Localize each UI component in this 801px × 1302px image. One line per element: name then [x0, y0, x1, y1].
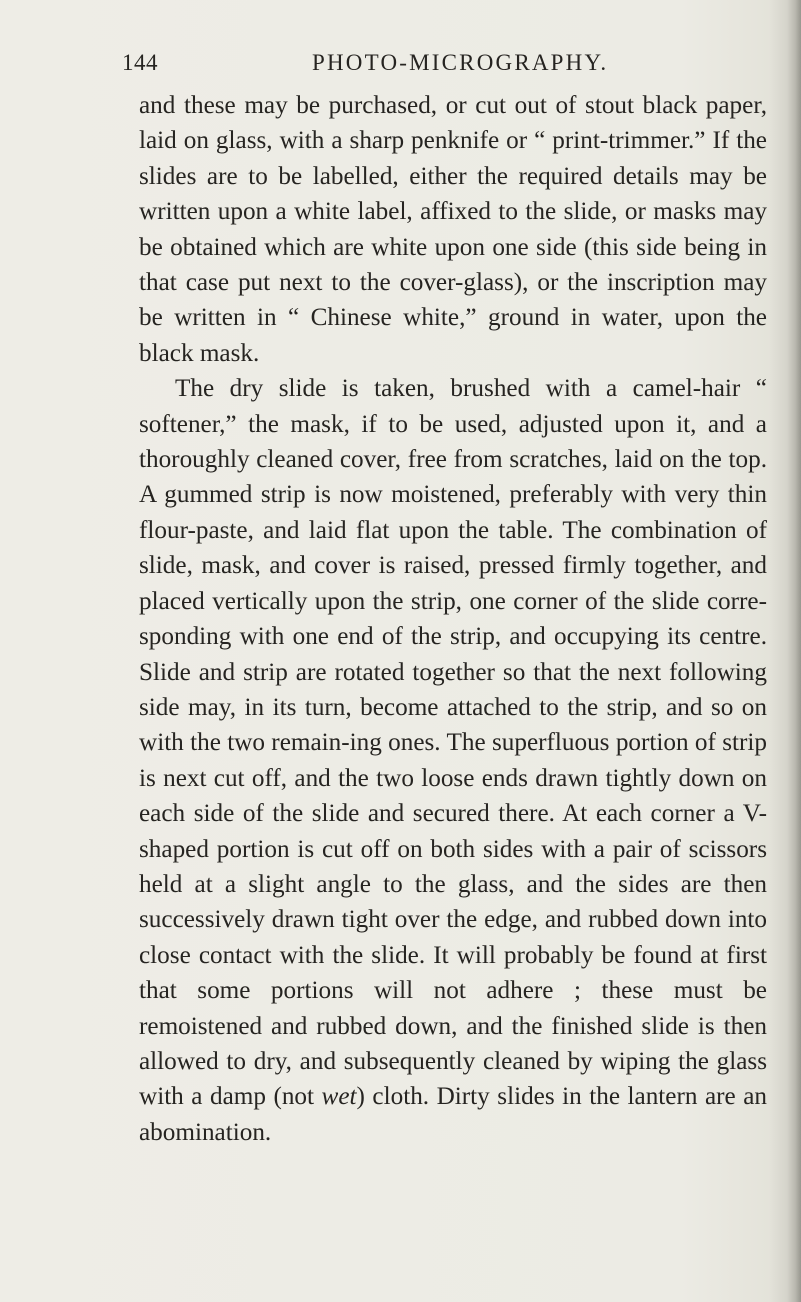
paragraph-2-closing: ) cloth. Dirty slides in the lantern are an abomination.	[139, 1083, 768, 1146]
page-edge-shadow	[787, 0, 801, 1302]
body-text	[139, 88, 767, 1150]
paragraph-2-text: The dry slide is taken, brushed with a camel-hair “ softener,” the mask, if to be used, adjusted upon it, and a thoroughly cleaned cover, free from scratches, laid on the top. A gummed strip is now moistened, preferably with very thin flour-paste, and laid flat upon the table. The combination of slide, mask, and cover is raised, pressed firmly together, and placed vertically upon the strip, one corner of the slide corre-sponding with one end of the strip, and occupying its centre. Slide and strip are rotated together so that the next following side may, in its turn, become attached to the strip, and so on with the two remain-ing ones. The superfluous portion of strip is next cut off, and the two loose ends drawn tightly down on each side of the slide and secured there. At each corner a V-shaped portion is cut off on both sides with a pair of scissors held at a slight angle to the glass, and the sides are then successively drawn tight over the edge, and rubbed down into close contact with the slide. It will probably be found at first that some portions will not adhere ; these must be remoistened and rubbed down, and the finished slide is then allowed to dry, and subsequently cleaned by wiping the glass with a damp (not	[139, 375, 767, 1111]
page-number: 144	[122, 50, 158, 75]
page-header	[122, 44, 762, 84]
running-title: PHOTO-MICROGRAPHY.	[312, 50, 609, 75]
emphasis-wet: wet	[321, 1083, 357, 1111]
paragraph-1: and these may be purchased, or cut out of stout black paper, laid on glass, with a sharp penknife or “ print-trimmer.” If the slides are to be labelled, either the required details may be written upon a white label, affixed to the slide, or masks may be obtained which are white upon one side (this side being in that case put next to the cover-glass), or the inscription may be written in “ Chinese white,” ground in water, upon the black mask.	[139, 92, 767, 367]
paragraph-2	[139, 371, 767, 1150]
